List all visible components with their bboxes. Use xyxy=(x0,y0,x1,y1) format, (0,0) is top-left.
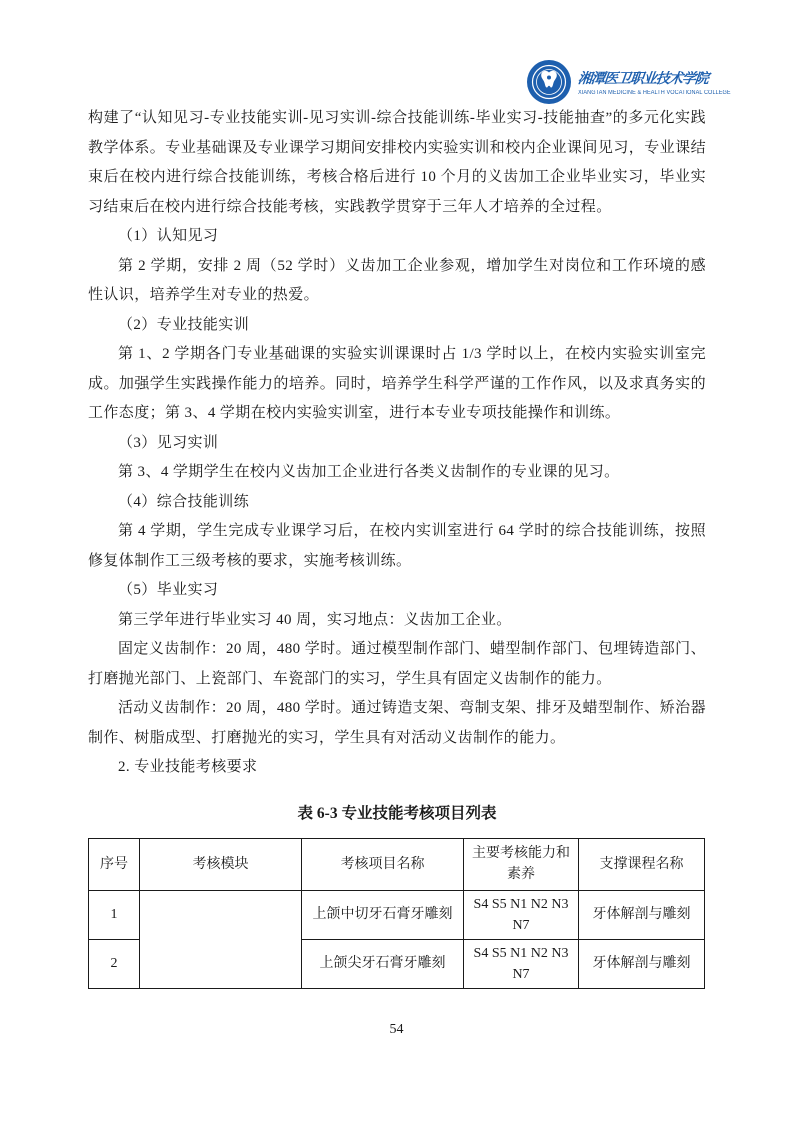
paragraph: 第 4 学期，学生完成专业课学习后，在校内实训室进行 64 学时的综合技能训练，按照修复体制作工三级考核的要求，实施考核训练。 xyxy=(88,523,706,569)
heading-graduation-internship: （5）毕业实习 xyxy=(118,582,219,598)
table-row xyxy=(89,890,705,939)
cell-course: 牙体解剖与雕刻 xyxy=(579,939,705,988)
cell-module-merged xyxy=(140,890,302,988)
table-title: 表 6-3 专业技能考核项目列表 xyxy=(297,804,497,822)
cell-seq: 1 xyxy=(89,890,140,939)
cell-project: 上颌中切牙石膏牙雕刻 xyxy=(302,890,464,939)
header-course: 支撑课程名称 xyxy=(579,838,705,890)
college-name-en: XIANGTAN MEDICINE & HEALTH VOCATIONAL COLLEGE xyxy=(578,90,731,96)
college-name-block xyxy=(577,68,731,96)
header-abilities: 主要考核能力和素养 xyxy=(464,838,579,890)
paragraph: 第 2 学期，安排 2 周（52 学时）义齿加工企业参观，增加学生对岗位和工作环境的感性认识，培养学生对专业的热爱。 xyxy=(88,257,706,303)
heading-comprehensive-training: （4）综合技能训练 xyxy=(118,493,250,510)
assessment-table xyxy=(88,838,705,989)
heading-cognitive-practice: （1）认知见习 xyxy=(118,228,219,244)
header-project: 考核项目名称 xyxy=(302,838,464,890)
paragraph-continued: 构建了“认知见习-专业技能实训-见习实训-综合技能训练-毕业实习-技能抽查”的多元化实践教学体系。专业基础课及专业课学习期间安排校内实验实训和校内企业课间见习，专业课结束后在校内进行综合技能训练，考核合格后进行 10 个月的义齿加工企业毕业实习，毕业实习结束后在校内进行综合技能考核，实践教学贯穿于三年人才培养的全过程。 xyxy=(88,110,706,215)
paragraph: 固定义齿制作：20 周，480 学时。通过模型制作部门、蜡型制作部门、包埋铸造部门、打磨抛光部门、上瓷部门、车瓷部门的实习，学生具有固定义齿制作的能力。 xyxy=(88,641,706,687)
heading-skill-assessment-requirements: 2. 专业技能考核要求 xyxy=(118,759,258,775)
college-name-zh: 湘潭医卫职业技术学院 xyxy=(577,72,709,87)
cell-seq: 2 xyxy=(89,939,140,988)
header-module: 考核模块 xyxy=(140,838,302,890)
table-header-row xyxy=(89,838,705,890)
header-seq: 序号 xyxy=(89,838,140,890)
cell-abilities: S4 S5 N1 N2 N3 N7 xyxy=(464,890,579,939)
tooth-emblem-icon xyxy=(526,59,572,105)
college-logo xyxy=(526,59,731,105)
heading-skill-training: （2）专业技能实训 xyxy=(118,316,250,333)
paragraph: 第 1、2 学期各门专业基础课的实验实训课课时占 1/3 学时以上，在校内实验实训室完成。加强学生实践操作能力的培养。同时，培养学生科学严谨的工作作风，以及求真务实的工作态度；第 3、4 学期在校内实验实训室，进行本专业专项技能操作和训练。 xyxy=(88,346,706,421)
page-number: 54 xyxy=(389,1022,404,1037)
cell-course: 牙体解剖与雕刻 xyxy=(579,890,705,939)
paragraph: 第 3、4 学期学生在校内义齿加工企业进行各类义齿制作的专业课的见习。 xyxy=(118,464,620,480)
paragraph: 第三学年进行毕业实习 40 周，实习地点：义齿加工企业。 xyxy=(118,611,512,628)
heading-internship-training: （3）见习实训 xyxy=(118,434,219,451)
cell-project: 上颌尖牙石膏牙雕刻 xyxy=(302,939,464,988)
paragraph: 活动义齿制作：20 周，480 学时。通过铸造支架、弯制支架、排牙及蜡型制作、矫治器制作、树脂成型、打磨抛光的实习，学生具有对活动义齿制作的能力。 xyxy=(88,700,706,746)
cell-abilities: S4 S5 N1 N2 N3 N7 xyxy=(464,939,579,988)
body-text xyxy=(88,104,706,989)
